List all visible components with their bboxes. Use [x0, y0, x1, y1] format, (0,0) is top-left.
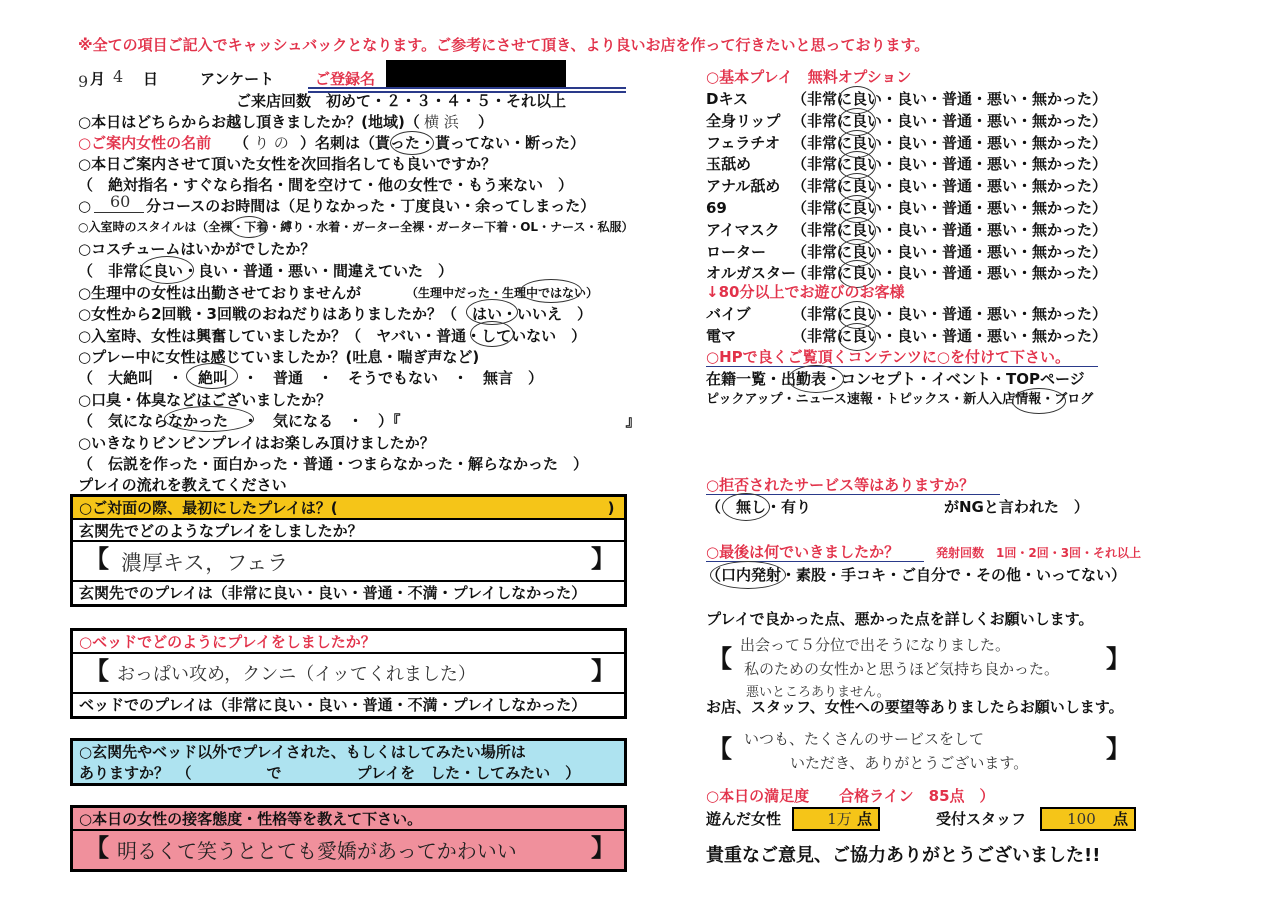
- bracket-open: 【: [708, 735, 732, 763]
- refused-suffix: がNGと言われた ）: [944, 498, 1089, 516]
- basic-play-title: [706, 68, 911, 86]
- bed-play-question: [73, 631, 624, 654]
- good-bad-answer-2[interactable]: 私のための女性かと思うほど気持ち良かった。: [744, 660, 1060, 678]
- play80-row-rating[interactable]: （非常に良い・良い・普通・悪い・無かった）: [792, 326, 1108, 345]
- q-area: ○本日はどちらからお越し頂きましたか？(地域)（: [78, 113, 420, 131]
- good-bad-heading: プレイで良かった点、悪かった点を詳しくお願いします。: [706, 610, 1094, 628]
- circle-normal: [470, 321, 514, 347]
- play-row-label: フェラチオ: [706, 133, 780, 152]
- finish-options[interactable]: （口内発射・素股・手コキ・ご自分で・その他・いってない）: [706, 566, 1127, 584]
- course-underline: [94, 212, 144, 213]
- box-first-play: [70, 494, 627, 607]
- play-row-rating[interactable]: （非常に良い・良い・普通・悪い・無かった）: [792, 242, 1108, 261]
- play-row-label: ローター: [706, 242, 767, 261]
- finish-question: ○最後は何でいきましたか？: [706, 543, 900, 561]
- attitude-answer-row: [73, 831, 624, 869]
- play80-row-rating[interactable]: （非常に良い・良い・普通・悪い・無かった）: [792, 305, 1108, 323]
- good-bad-answer-1[interactable]: 出会って５分位で出そうになりました。: [740, 636, 1011, 654]
- bracket-close: 】: [1106, 645, 1130, 673]
- ejaculation-count[interactable]: 発射回数 1回・2回・3回・それ以上: [936, 546, 1142, 560]
- hp-options-1[interactable]: 在籍一覧・出勤表・コンセプト・イベント・TOPページ: [706, 370, 1085, 388]
- play80-row-label: バイブ: [706, 305, 751, 323]
- date-month-label: 月: [90, 70, 106, 88]
- bed-play-answer[interactable]: おっぱい攻め，クンニ（イッてくれました）: [117, 664, 476, 685]
- bed-play-rating[interactable]: ベッドでのプレイは（非常に良い・良い・普通・不満・プレイしなかった）: [79, 696, 587, 714]
- hp-underline: [706, 366, 1098, 367]
- q-bingbing-options[interactable]: （ 伝説を作った・面白かった・普通・つまらなかった・解らなかった ）: [78, 455, 589, 473]
- good-bad-answer-3[interactable]: 悪いところありません。: [746, 685, 890, 700]
- play-row-rating[interactable]: （非常に良い・良い・普通・悪い・無かった）: [792, 155, 1108, 174]
- q-period-options[interactable]: （生理中だった・生理中ではない）: [406, 286, 599, 300]
- circle-zekkyou: [186, 363, 238, 389]
- staff-score-box[interactable]: [1040, 807, 1136, 831]
- bracket-open: 【: [85, 657, 109, 685]
- play-row-rating[interactable]: （非常に良い・良い・普通・悪い・無かった）: [792, 177, 1108, 196]
- girl-score-label: 遊んだ女性: [706, 810, 782, 828]
- play-row-rating[interactable]: （非常に良い・良い・普通・悪い・無かった）: [792, 264, 1108, 283]
- q-feeling: ○プレー中に女性は感じていましたか？(吐息・喘ぎ声など): [78, 348, 480, 366]
- requests-heading: お店、スタッフ、女性への要望等ありましたらお願いします。: [706, 698, 1124, 716]
- thanks-message: 貴重なご意見、ご協力ありがとうございました!!: [706, 845, 1101, 866]
- play-row-label: 69: [706, 199, 727, 217]
- entrance-play-rating[interactable]: 玄関先でのプレイは（非常に良い・良い・普通・不満・プレイしなかった）: [79, 584, 587, 602]
- hp-question: ○HPで良くご覧頂くコンテンツに○を付けて下さい。: [706, 348, 1070, 366]
- q-entry-style[interactable]: ○入室時のスタイルは（全裸・下着・縛り・水着・ガーター全裸・ガーター下着・OL・ナース・私服）: [78, 220, 634, 234]
- q-business-card[interactable]: ）名刺は（貰った・貰ってない・断った）: [300, 134, 586, 152]
- circle-very-good: [140, 256, 194, 284]
- play-row-label: 全身リップ: [706, 111, 781, 130]
- bracket-close: 】: [591, 834, 615, 862]
- date-day-handwritten[interactable]: 4: [113, 67, 124, 86]
- q-feeling-options[interactable]: （ 大絶叫 ・ 絶叫 ・ 普通 ・ そうでもない ・ 無言 ）: [78, 369, 544, 387]
- satisfaction-heading-text: ○本日の満足度 合格ライン 85点 ）: [706, 787, 995, 805]
- entrance-play-answer[interactable]: 濃厚キス，フェラ: [121, 551, 289, 575]
- box-other-place: [70, 738, 627, 786]
- visit-count[interactable]: ご来店回数 初めて・２・３・４・５・それ以上: [236, 92, 567, 110]
- q-next-nominate-options[interactable]: （ 絶対指名・すぐなら指名・間を空けて・他の女性で・もう来ない ）: [78, 176, 574, 194]
- q-area-close: ）: [478, 113, 494, 131]
- q-costume-options[interactable]: （ 非常に良い・良い・普通・悪い・間違えていた ）: [78, 262, 454, 280]
- circle-received: [390, 131, 434, 155]
- bracket-open: 【: [85, 545, 109, 573]
- q-girl-name-open: （: [234, 134, 250, 152]
- q-bingbing: ○いきなりビンビンプレイはお楽しみ頂けましたか？: [78, 434, 435, 452]
- circle-no-odor: [164, 406, 254, 432]
- box-attitude: [70, 805, 627, 872]
- circle-naked: [230, 216, 268, 238]
- q-costume: ○コスチュームはいかがでしたか？: [78, 240, 316, 258]
- play-row-label: 玉舐め: [706, 155, 752, 174]
- bed-play-question-text: ○ベッドでどのようにプレイをしましたか？: [79, 633, 376, 651]
- registered-name-label: ご登録名: [315, 70, 376, 88]
- refused-question: ○拒否されたサービス等はありますか？: [706, 476, 975, 494]
- hp-options-2[interactable]: ピックアップ・ニュース速報・トピックス・新人入店情報・ブログ: [706, 392, 1094, 407]
- bracket-open: 【: [708, 645, 732, 673]
- attitude-question: ○本日の女性の接客態度・性格等を教えて下さい。: [73, 808, 624, 831]
- points-unit: 点: [1112, 810, 1128, 828]
- q-odor: ○口臭・体臭などはございましたか？: [78, 391, 332, 409]
- basic-play-title-text: ○基本プレイ 無料オプション: [706, 68, 912, 86]
- q-second-round[interactable]: ○女性から2回戦・3回戦のおねだりはありましたか？（ はい・いいえ ）: [78, 305, 592, 323]
- play-row-label: アナル舐め: [706, 177, 781, 196]
- play-row-rating[interactable]: （非常に良い・良い・普通・悪い・無かった）: [792, 111, 1108, 130]
- first-play-question: ○ご対面の際、最初にしたプレイは？( ): [73, 497, 624, 520]
- attitude-answer[interactable]: 明るくて笑うととても愛嬌があってかわいい: [117, 839, 517, 863]
- play-row-label: Dキス: [706, 90, 749, 108]
- redacted-name: [386, 60, 566, 88]
- bracket-close: 】: [591, 657, 615, 685]
- play80-row-label: 電マ: [706, 326, 737, 345]
- refused-options[interactable]: （ 無し・有り: [706, 498, 812, 516]
- bracket-close: 】: [1106, 735, 1130, 763]
- q-next-nominate: ○本日ご案内させて頂いた女性を次回指名しても良いですか？: [78, 155, 497, 173]
- play-row-label: オルガスター: [706, 264, 797, 283]
- play-row-rating[interactable]: （非常に良い・良い・普通・悪い・無かった）: [792, 199, 1108, 217]
- staff-score-value: 100: [1067, 810, 1096, 828]
- requests-answer-2[interactable]: いただき、ありがとうございます。: [790, 754, 1029, 772]
- bed-play-answer-row: [73, 654, 624, 694]
- play80-row-circle: [838, 323, 876, 351]
- name-underline: [308, 87, 626, 89]
- survey-title: アンケート: [200, 70, 275, 88]
- q-girl-name: ○ご案内女性の名前: [78, 134, 212, 152]
- entrance-play-question: 玄関先でどのようなプレイをしましたか？: [73, 520, 624, 542]
- circle-new-girl: [1012, 388, 1066, 414]
- q-course-prefix: ○: [78, 197, 92, 215]
- q-course-time[interactable]: 分コースのお時間は（足りなかった・丁度良い・余ってしまった）: [146, 197, 596, 215]
- q-area-answer[interactable]: 横 浜: [424, 113, 459, 131]
- requests-answer-1[interactable]: いつも、たくさんのサービスをして: [744, 730, 985, 748]
- circle-none: [722, 493, 770, 521]
- play-row-rating[interactable]: （非常に良い・良い・普通・悪い・無かった）: [792, 133, 1108, 152]
- staff-score-label: 受付スタッフ: [936, 810, 1027, 828]
- q-girl-name-answer[interactable]: り の: [254, 134, 289, 152]
- bracket-close: 】: [591, 545, 615, 573]
- play-flow-heading: プレイの流れを教えてください: [78, 476, 287, 494]
- circle-oral: [710, 561, 786, 589]
- q-course-minutes[interactable]: 60: [110, 192, 131, 211]
- course-80-heading: ↓80分以上でお遊びのお客様: [706, 283, 905, 301]
- q-excited[interactable]: ○入室時、女性は興奮していましたか？（ ヤバい・普通・していない ）: [78, 327, 587, 345]
- date-month-handwritten[interactable]: 9: [78, 72, 89, 91]
- other-place-options[interactable]: ありますか？ （ で プレイを した・してみたい ）: [79, 764, 581, 782]
- circle-not-period: [520, 279, 582, 303]
- circle-schedule: [788, 365, 844, 393]
- other-place-question: ○玄関先やベッド以外でプレイされた、もしくはしてみたい場所は: [79, 743, 526, 761]
- box-bed-play: [70, 628, 627, 719]
- girl-score-value: 1万: [827, 810, 852, 828]
- play-row-label: アイマスク: [706, 220, 780, 239]
- satisfaction-heading: [706, 787, 995, 805]
- bracket-open: 【: [85, 834, 109, 862]
- play-row-rating[interactable]: （非常に良い・良い・普通・悪い・無かった）: [792, 90, 1108, 108]
- girl-score-box[interactable]: [792, 807, 880, 831]
- header-notice: ※全ての項目ご記入でキャッシュバックとなります。ご参考にさせて頂き、より良いお店を作って行きたいと思っております。: [78, 36, 930, 54]
- date-day-label: 日: [143, 70, 159, 88]
- play-row-rating[interactable]: （非常に良い・良い・普通・悪い・無かった）: [792, 220, 1108, 239]
- q-odor-options[interactable]: （ 気にならなかった ・ 気になる ・ ）『 』: [78, 412, 641, 430]
- points-unit: 点: [856, 810, 872, 828]
- q-period: ○生理中の女性は出勤させておりませんが: [78, 284, 362, 302]
- entrance-play-answer-row: [73, 542, 624, 582]
